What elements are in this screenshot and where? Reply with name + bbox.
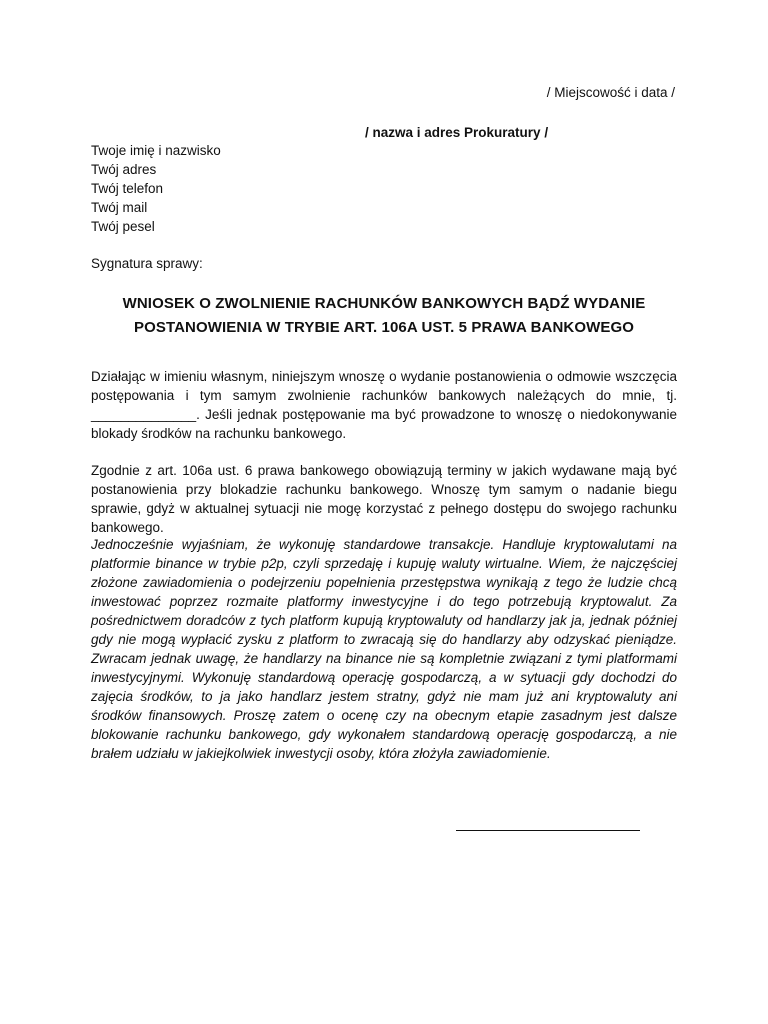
sender-email: Twój mail [91,200,148,215]
prosecutor-address-placeholder: / nazwa i adres Prokuratury / [365,125,549,140]
paragraph-explanation: Jednocześnie wyjaśniam, że wykonuję standardowe transakcje. Handluje kryptowalutami na platformie binance w trybie p2p, czyli sprzedaję i kupuję waluty wirtualne. Wiem, że najczęściej złożone zawiadomienia o podejrzeniu popełnienia przestępstwa wynikają z tego że ludzie chcą inwestować poprzez rozmaite platformy inwestycyjne i do tego potrzebują kryptowalut. Za pośrednictwem doradców z tych platform kupują kryptowaluty od handlarzy jak ja, jednak później gdy nie mogą wypłacić zysku z platform to zwracają się do handlarzy aby odzyskać pieniądze. Zwracam jednak uwagę, że handlarzy na binance nie są kompletnie związani z tymi platformami inwestycyjnymi. Wykonuję standardową operację gospodarczą, a w sytuacji gdy dochodzi do zajęcia środków, to ja jako handlarz jestem stratny, gdyż nie mam już ani kryptowaluty ani środków finansowych. Proszę zatem o ocenę czy na obecnym etapie zasadnym jest dalsze blokowanie rachunku bankowego, gdy wykonałem standardową operację gospodarczą, a nie brałem udziału w jakiejkolwiek inwestycji osoby, która złożyła zawiadomienie. [91,537,677,761]
sender-pesel: Twój pesel [91,219,155,234]
sender-address: Twój adres [91,162,157,177]
title-line-1: WNIOSEK O ZWOLNIENIE RACHUNKÓW BANKOWYCH BĄDŹ WYDANIE [122,295,646,312]
paragraph-legal-basis: Zgodnie z art. 106a ust. 6 prawa bankowego obowiązują terminy w jakich wydawane mają być postanowienia przy blokadzie rachunku bankowego. Wnoszę tym samym o nadanie biegu sprawie, gdyż w aktualnej sytuacji nie mogę korzystać z pełnego dostępu do swojego rachunku bankowego. [91,463,677,535]
title-line-2: POSTANOWIENIA W TRYBIE ART. 106A UST. 5 PRAWA BANKOWEGO [134,319,634,336]
place-date-placeholder: / Miejscowość i data / [546,85,675,100]
signature-line [456,830,640,831]
document-title [91,292,677,340]
sender-phone: Twój telefon [91,181,164,196]
paragraph-request: Działając w imieniu własnym, niniejszym wnoszę o wydanie postanowienia o odmowie wszczęcia postępowania i tym samym zwolnienie rachunków bankowych należących do mnie, tj. ______________. Jeśli jednak postępowanie ma być prowadzone to wnoszę o niedokonywanie blokady środków na rachunku bankowego. [91,369,677,441]
case-signature-label: Sygnatura sprawy: [91,256,203,271]
sender-name: Twoje imię i nazwisko [91,143,221,158]
sender-block [91,141,221,236]
